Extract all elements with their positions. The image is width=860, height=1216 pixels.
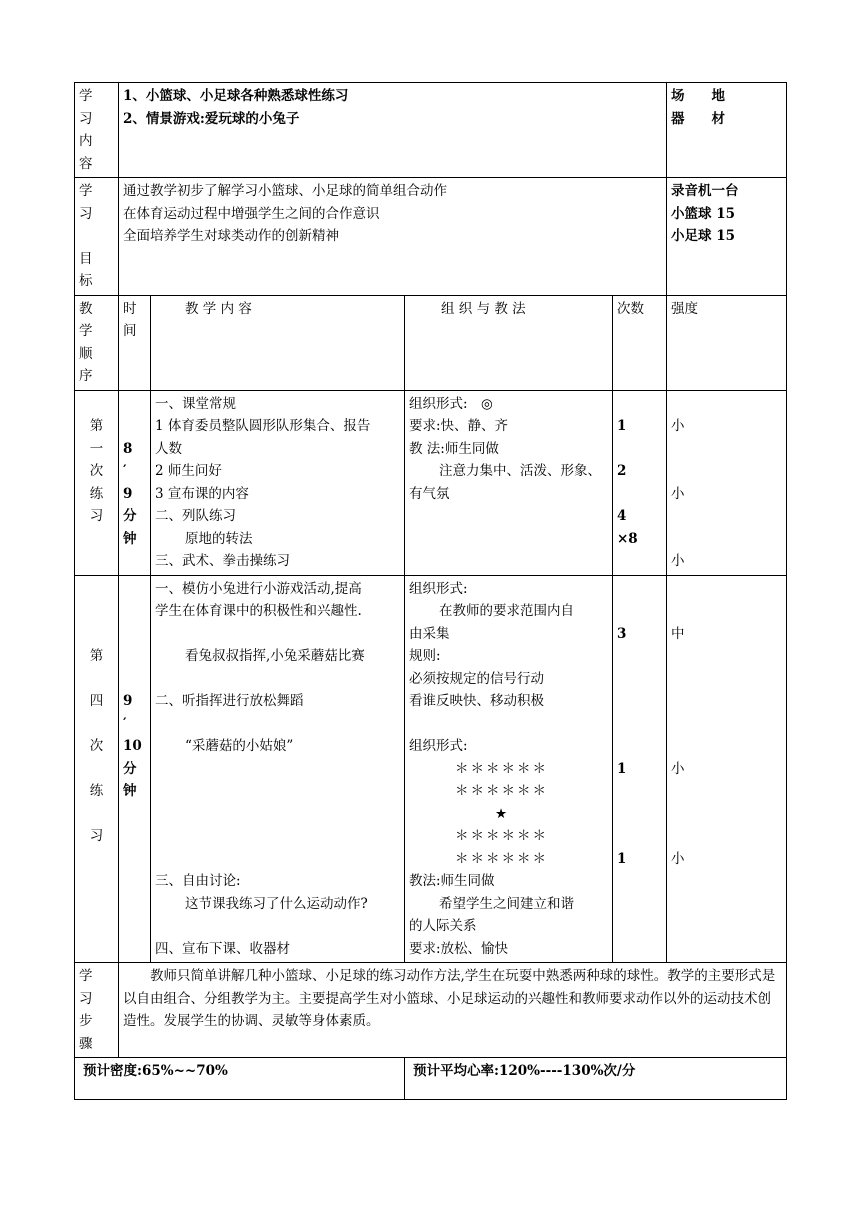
- formation-stars-row-2: ＊＊＊＊＊＊: [455, 783, 548, 799]
- estimate-row: [75, 1058, 787, 1100]
- practice-1-content: 一、课堂常规 1 体育委员整队圆形队形集合、报告 人数 2 师生问好 3 宣布课的内容 二、列队练习 原地的转法 三、武术、拳击操练习: [151, 390, 405, 575]
- steps-row: [75, 963, 787, 1058]
- venue-equipment-label: 场 地 器 材: [667, 83, 787, 178]
- teacher-star-icon: ★: [495, 805, 508, 822]
- practice-4-count: 3 1 1: [613, 575, 667, 963]
- content-items: 1、小篮球、小足球各种熟悉球性练习 2、情景游戏:爱玩球的小兔子: [119, 83, 667, 178]
- goals-label: 学 习 目 标: [75, 178, 119, 296]
- practice-4-row: [75, 575, 787, 963]
- practice-1-time: 8 ′ 9 分 钟: [119, 390, 151, 575]
- practice-1-order: 第 一 次 练 习: [75, 390, 119, 575]
- density-estimate: 预计密度:65%~~70%: [75, 1058, 405, 1100]
- goals-items: 通过教学初步了解学习小篮球、小足球的简单组合动作 在体育运动过程中增强学生之间的合作意识 全面培养学生对球类动作的创新精神: [119, 178, 667, 296]
- practice-1-count: 1 2 4 ×8: [613, 390, 667, 575]
- lesson-plan: [74, 82, 786, 1100]
- practice-1-method: 组织形式: ◎ 要求:快、静、齐 教 法:师生同做 注意力集中、活泼、形象、 有气氛: [405, 390, 613, 575]
- lesson-plan-table: [74, 82, 787, 1100]
- practice-1-intensity: 小 小 小: [667, 390, 787, 575]
- practice-1-row: [75, 390, 787, 575]
- formation-stars-row-1: ＊＊＊＊＊＊: [455, 760, 548, 777]
- order-header: 教 学 顺 序: [75, 295, 119, 390]
- practice-4-content: 一、模仿小兔进行小游戏活动,提高 学生在体育课中的积极性和兴趣性. 看兔叔叔指挥,小兔采蘑菇比赛 二、听指挥进行放松舞蹈 “采蘑菇的小姑娘” 三、自由讨论: 这节课我练习了什么运动动作? 四、宣布下课、收器材: [151, 575, 405, 963]
- formation-stars-row-3: ＊＊＊＊＊＊: [455, 828, 548, 844]
- practice-4-intensity: 中 小 小: [667, 575, 787, 963]
- equipment-list: 录音机一台 小篮球 15 小足球 15: [667, 178, 787, 296]
- content-header: 教 学 内 容: [151, 295, 405, 390]
- steps-label: 学 习 步 骤: [75, 963, 119, 1058]
- content-label: 学 习 内 容: [75, 83, 119, 178]
- header-row: [75, 295, 787, 390]
- goals-row: [75, 178, 787, 296]
- formation-stars-row-4: ＊＊＊＊＊＊: [455, 850, 548, 867]
- intensity-header: 强度: [667, 295, 787, 390]
- time-header: 时 间: [119, 295, 151, 390]
- count-header: 次数: [613, 295, 667, 390]
- content-row: [75, 83, 787, 178]
- heart-rate-estimate: 预计平均心率:120%----130%次/分: [405, 1058, 787, 1100]
- practice-4-order: 第 四 次 练 习: [75, 575, 119, 963]
- practice-4-method: 组织形式: 在教师的要求范围内自 由采集 规则: 必须按规定的信号行动 看谁反映快、移动积极 组织形式: ＊＊＊＊＊＊ ＊＊＊＊＊＊ ★ ＊＊＊＊＊＊ ＊＊＊＊＊＊ 教法:师生同做 希望学生之间建立和谐 的人际关系 要求:放松、愉快: [405, 575, 613, 963]
- method-header: 组 织 与 教 法: [405, 295, 613, 390]
- steps-text: 教师只简单讲解几种小篮球、小足球的练习动作方法,学生在玩耍中熟悉两种球的球性。教学的主要形式是以自由组合、分组教学为主。主要提高学生对小篮球、小足球运动的兴趣性和教师要求动作以外的运动技术创造性。发展学生的协调、灵敏等身体素质。: [119, 963, 787, 1058]
- practice-4-time: 9 ′ 10 分 钟: [119, 575, 151, 963]
